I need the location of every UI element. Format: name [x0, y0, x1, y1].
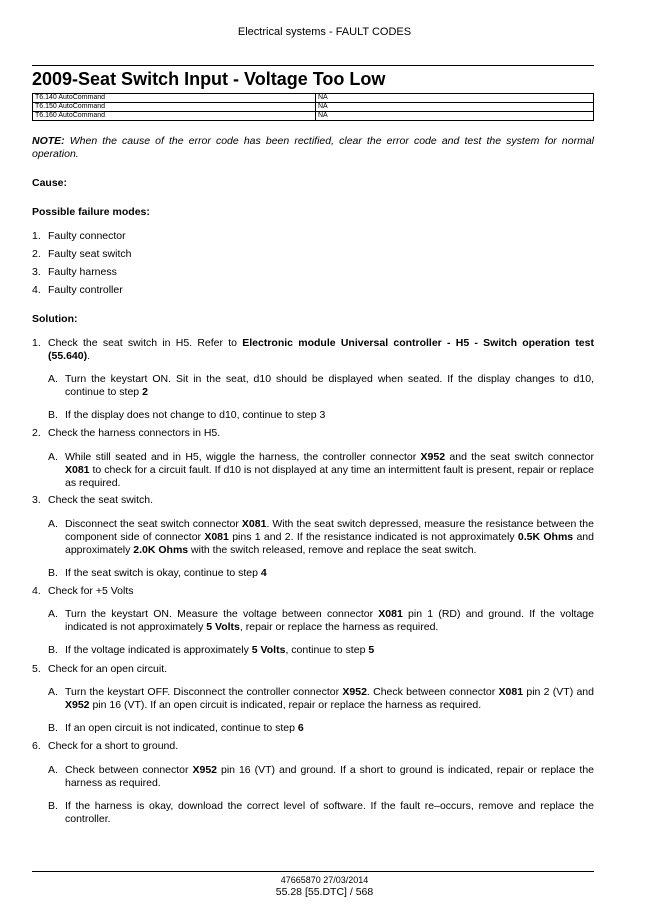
- table-row: [33, 112, 594, 121]
- failure-modes-heading: Possible failure modes:: [32, 206, 150, 218]
- step-6: Check for a short to ground.: [48, 740, 179, 752]
- resistance-value: 2.0K Ohms: [133, 544, 189, 556]
- connector-id: X081: [378, 608, 403, 620]
- step-6a: [65, 764, 594, 790]
- solution-heading: Solution:: [32, 313, 78, 325]
- step-ref: 6: [297, 722, 304, 734]
- note: [32, 135, 594, 161]
- model-value: NA: [316, 103, 594, 112]
- step-3b: [65, 567, 594, 580]
- item-number: 1.: [32, 230, 41, 242]
- step-text: Turn the keystart ON. Sit in the seat, d10 should be displayed when seated. If the display changes to d10, continue to step: [65, 373, 594, 398]
- step-number: 1.: [32, 337, 41, 349]
- step-text: pin 16 (VT) and ground. If a short to ground is indicated, repair or replace the harness as required.: [65, 764, 594, 789]
- sub-step-letter: B.: [48, 409, 58, 421]
- step-5a: [65, 686, 594, 712]
- sub-step-letter: A.: [48, 451, 58, 463]
- step-text: pins 1 and 2. If the resistance indicated is not approximately: [228, 531, 518, 543]
- step-text: pin 2 (VT) and: [523, 686, 594, 698]
- model-name: T6.160 AutoCommand: [33, 112, 316, 121]
- step-2a: [65, 451, 594, 490]
- step-number: 3.: [32, 494, 41, 506]
- connector-id: X952: [420, 451, 446, 463]
- resistance-value: 0.5K Ohms: [517, 531, 574, 543]
- list-item: [32, 266, 41, 279]
- step-3: Check the seat switch.: [48, 494, 154, 506]
- footer-rule: [32, 871, 594, 872]
- header-rule: [32, 65, 594, 66]
- list-item-text: Faulty harness: [48, 266, 117, 278]
- sub-step-letter: A.: [48, 686, 58, 698]
- sub-step-letter: A.: [48, 518, 58, 530]
- step-number: 2.: [32, 427, 41, 439]
- connector-id: X081: [498, 686, 524, 698]
- step-1a: [65, 373, 594, 399]
- step-1b: If the display does not change to d10, continue to step 3: [65, 409, 326, 421]
- connector-id: X952: [342, 686, 367, 698]
- step-text: If the voltage indicated is approximately: [65, 644, 252, 656]
- connector-id: X952: [192, 764, 218, 776]
- sub-step-letter: A.: [48, 608, 58, 620]
- step-text: with the switch released, remove and replace the seat switch.: [188, 544, 477, 556]
- sub-step-letter: B.: [48, 800, 58, 812]
- step-ref: 5: [368, 644, 375, 656]
- step-text: Check between connector: [65, 764, 193, 776]
- step-text: If an open circuit is not indicated, continue to step: [65, 722, 298, 734]
- step-number: 4.: [32, 585, 41, 597]
- step-text: , continue to step: [285, 644, 369, 656]
- footer-page-number: 55.28 [55.DTC] / 568: [275, 886, 374, 898]
- sub-step-letter: A.: [48, 764, 58, 776]
- step-text: Disconnect the seat switch connector: [65, 518, 242, 530]
- step-number: 6.: [32, 740, 41, 752]
- step-text: , repair or replace the harness as required.: [239, 621, 439, 633]
- connector-id: X952: [65, 699, 90, 711]
- step-text: Turn the keystart OFF. Disconnect the controller connector: [65, 686, 343, 698]
- model-value: NA: [316, 94, 594, 103]
- step-4a: [65, 608, 594, 634]
- voltage-value: 5 Volts: [251, 644, 286, 656]
- list-item-text: Faulty connector: [48, 230, 126, 242]
- table-row: [33, 103, 594, 112]
- list-item: [32, 284, 41, 297]
- table-row: [33, 94, 594, 103]
- item-number: 4.: [32, 284, 41, 296]
- step-text: pin 1 (RD) and ground. If the voltage indicated is not approximately: [65, 608, 594, 633]
- step-text: If the seat switch is okay, continue to step: [65, 567, 261, 579]
- model-name: T6.140 AutoCommand: [33, 94, 316, 103]
- item-number: 3.: [32, 266, 41, 278]
- list-item-text: Faulty seat switch: [48, 248, 132, 260]
- step-5b: [65, 722, 594, 735]
- step-text: . Check between connector: [366, 686, 499, 698]
- step-text: and the seat switch connector: [445, 451, 594, 463]
- step-text: pin 16 (VT). If an open circuit is indicated, repair or replace the harness as required.: [89, 699, 482, 711]
- sub-step-letter: B.: [48, 567, 58, 579]
- list-item-text: Faulty controller: [48, 284, 123, 296]
- step-text: and approximately: [65, 531, 594, 556]
- connector-id: X081: [241, 518, 267, 530]
- note-text: When the cause of the error code has been rectified, clear the error code and test the system for normal operation.: [32, 135, 594, 160]
- connector-id: X081: [65, 464, 90, 476]
- step-text: .: [87, 350, 91, 362]
- step-ref: 2: [142, 386, 148, 398]
- list-item: [32, 230, 41, 243]
- model-table: [32, 93, 594, 121]
- note-label: NOTE:: [32, 135, 65, 147]
- reference-link: Electronic module Universal controller - H5 - Switch operation test (55.640): [48, 337, 594, 362]
- page-title: 2009-Seat Switch Input - Voltage Too Low: [32, 69, 386, 89]
- step-4: Check for +5 Volts: [48, 585, 134, 597]
- model-name: T6.150 AutoCommand: [33, 103, 316, 112]
- step-text: Turn the keystart ON. Measure the voltage between connector: [65, 608, 379, 620]
- step-3a: [65, 518, 594, 557]
- step-5: Check for an open circuit.: [48, 663, 168, 675]
- step-2: Check the harness connectors in H5.: [48, 427, 221, 439]
- cause-heading: Cause:: [32, 177, 68, 189]
- step-4b: [65, 644, 594, 657]
- step-6b: If the harness is okay, download the correct level of software. If the fault re–occurs, remove and replace the controller.: [65, 800, 594, 825]
- voltage-value: 5 Volts: [206, 621, 240, 633]
- step-text: While still seated and in H5, wiggle the harness, the controller connector: [65, 451, 421, 463]
- step-text: to check for a circuit fault. If d10 is not displayed at any time an intermittent fault is present, repair or replace as required.: [65, 464, 594, 489]
- item-number: 2.: [32, 248, 41, 260]
- footer-doc-id: 47665870 27/03/2014: [280, 875, 369, 885]
- model-value: NA: [316, 112, 594, 121]
- connector-id: X081: [204, 531, 229, 543]
- page-header: Electrical systems - FAULT CODES: [237, 26, 412, 38]
- step-text: . With the seat switch depressed, measure the resistance between the component side of connector: [65, 518, 594, 543]
- step-number: 5.: [32, 663, 41, 675]
- step-text: Check the seat switch in H5. Refer to: [48, 337, 243, 349]
- step-ref: 4: [260, 567, 267, 579]
- sub-step-letter: B.: [48, 644, 58, 656]
- list-item: [32, 248, 41, 261]
- sub-step-letter: A.: [48, 373, 58, 385]
- step-1: [48, 337, 594, 363]
- sub-step-letter: B.: [48, 722, 58, 734]
